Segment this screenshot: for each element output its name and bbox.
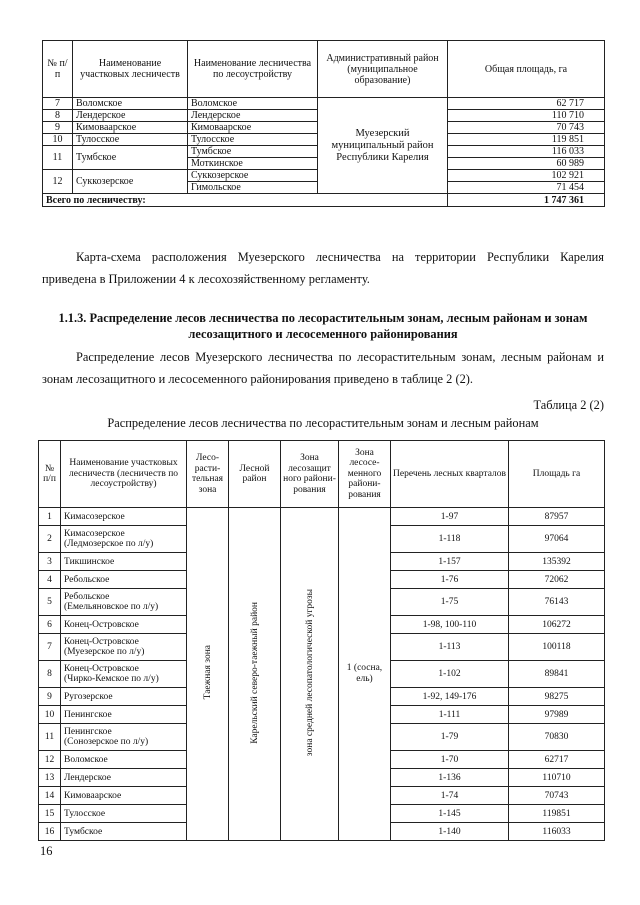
- quarters-cell: 1-74: [391, 787, 509, 805]
- district-name: Тикшинское: [64, 556, 115, 567]
- header-cell: № п/п: [43, 41, 73, 98]
- row-number-cell: 8: [43, 110, 73, 122]
- area-cell: 98275: [509, 688, 605, 706]
- quarters-cell: 1-92, 149-176: [391, 688, 509, 706]
- section-heading: 1.1.3. Распределение лесов лесничества по лесорастительным зонам, лесным районам и зонам лесозащитного и лесосеменного районирования: [58, 311, 588, 341]
- table-caption: Распределение лесов лесничества по лесорастительным зонам и лесным районам: [107, 416, 539, 430]
- quarters-cell: 1-157: [391, 553, 509, 571]
- area-cell: 110 710: [448, 110, 605, 122]
- row-number-cell: 3: [39, 553, 61, 571]
- district-name-cell: Тумбское: [73, 146, 188, 170]
- district-name: Ребольское: [64, 592, 110, 602]
- forest-region-text: Карельский северо-таежный район: [249, 601, 260, 744]
- district-name: Конец-Островское: [64, 664, 139, 674]
- table-body: [43, 98, 605, 207]
- forestry-name-cell: Гимольское: [188, 182, 318, 194]
- district-name: Пенингское: [64, 709, 112, 720]
- area-cell: 60 989: [448, 158, 605, 170]
- area-cell: 72062: [509, 571, 605, 589]
- row-number-cell: 10: [43, 134, 73, 146]
- district-name-cell: [61, 805, 187, 823]
- district-name-cell: [61, 769, 187, 787]
- area-cell: 87957: [509, 508, 605, 526]
- district-name-cell: [61, 634, 187, 661]
- quarters-cell: 1-76: [391, 571, 509, 589]
- district-name-cell: Воломское: [73, 98, 188, 110]
- header-cell: Общая площадь, га: [448, 41, 605, 98]
- row-number-cell: 16: [39, 823, 61, 841]
- map-reference-paragraph: Карта-схема расположения Муезерского лесничества на территории Республики Карелия приведена в Приложении 4 к лесохозяйственному регламенту.: [42, 250, 604, 286]
- row-number-cell: 4: [39, 571, 61, 589]
- quarters-cell: 1-140: [391, 823, 509, 841]
- area-cell: 110710: [509, 769, 605, 787]
- district-name-cell: [61, 661, 187, 688]
- forestry-name-cell: Тулосское: [188, 134, 318, 146]
- area-cell: 106272: [509, 616, 605, 634]
- table-body: [39, 508, 605, 841]
- district-subname: (Емельяновское по л/у): [64, 602, 159, 612]
- quarters-cell: 1-70: [391, 751, 509, 769]
- row-number-cell: 6: [39, 616, 61, 634]
- district-name-cell: [61, 787, 187, 805]
- district-name-cell: [61, 553, 187, 571]
- forestry-area-table: [42, 40, 605, 207]
- forestry-name-cell: Моткинское: [188, 158, 318, 170]
- district-name: Кимоваарское: [64, 790, 122, 801]
- row-number-cell: 12: [43, 170, 73, 194]
- district-name: Лендерское: [64, 772, 111, 783]
- district-name-cell: [61, 526, 187, 553]
- area-cell: 62 717: [448, 98, 605, 110]
- table-label: Таблица 2 (2): [533, 398, 604, 412]
- forestry-name-cell: Тумбское: [188, 146, 318, 158]
- forest-region-cell: [229, 508, 281, 841]
- row-number-cell: 7: [39, 634, 61, 661]
- district-subname: (Муезерское по л/у): [64, 647, 145, 657]
- area-cell: 97064: [509, 526, 605, 553]
- district-name: Пенингское: [64, 727, 112, 737]
- district-name: Воломское: [64, 754, 108, 765]
- distribution-paragraph: Распределение лесов Муезерского лесничества по лесорастительным зонам, лесным районам и зонам лесозащитного и лесосеменного районирования приведено в таблице 2 (2).: [42, 350, 604, 386]
- quarters-cell: 1-113: [391, 634, 509, 661]
- quarters-cell: 1-98, 100-110: [391, 616, 509, 634]
- quarters-cell: 1-75: [391, 589, 509, 616]
- district-name: Кимасозерское: [64, 511, 125, 522]
- protection-zone-cell: [281, 508, 339, 841]
- district-name-cell: [61, 724, 187, 751]
- district-name-cell: Суккозерское: [73, 170, 188, 194]
- area-cell: 76143: [509, 589, 605, 616]
- quarters-cell: 1-118: [391, 526, 509, 553]
- area-cell: 116 033: [448, 146, 605, 158]
- quarters-cell: 1-145: [391, 805, 509, 823]
- row-number-cell: 5: [39, 589, 61, 616]
- row-number-cell: 10: [39, 706, 61, 724]
- district-name: Тумбское: [64, 826, 103, 837]
- area-cell: 70830: [509, 724, 605, 751]
- quarters-cell: 1-102: [391, 661, 509, 688]
- header-cell: Наименование лесничества по лесоустройству: [188, 41, 318, 98]
- row-number-cell: 11: [43, 146, 73, 170]
- header-cell: Зона лесосе-менного райони-рования: [339, 441, 391, 508]
- header-cell: Наименование участковых лесничеств: [73, 41, 188, 98]
- row-number-cell: 7: [43, 98, 73, 110]
- header-cell: Лесной район: [229, 441, 281, 508]
- district-name: Кимасозерское: [64, 529, 125, 539]
- quarters-cell: 1-79: [391, 724, 509, 751]
- table-row: [39, 508, 605, 526]
- district-name-cell: Кимоваарское: [73, 122, 188, 134]
- row-number-cell: 12: [39, 751, 61, 769]
- area-cell: 62717: [509, 751, 605, 769]
- district-name-cell: [61, 589, 187, 616]
- header-cell: Административный район (муниципальное образование): [318, 41, 448, 98]
- district-name-cell: [61, 571, 187, 589]
- forestry-name-cell: Воломское: [188, 98, 318, 110]
- district-name-cell: [61, 706, 187, 724]
- district-name-cell: [61, 823, 187, 841]
- header-cell: № п/п: [39, 441, 61, 508]
- header-cell: Перечень лесных кварталов: [391, 441, 509, 508]
- district-name-cell: [61, 508, 187, 526]
- row-number-cell: 14: [39, 787, 61, 805]
- quarters-cell: 1-97: [391, 508, 509, 526]
- row-number-cell: 11: [39, 724, 61, 751]
- total-label-cell: Всего по лесничеству:: [43, 194, 448, 207]
- area-cell: 71 454: [448, 182, 605, 194]
- district-subname: (Сонозерское по л/у): [64, 737, 149, 747]
- forestry-name-cell: Кимоваарское: [188, 122, 318, 134]
- seed-zone-cell: 1 (сосна, ель): [339, 508, 391, 841]
- table-header-row: [39, 441, 605, 508]
- table-header-row: [43, 41, 605, 98]
- row-number-cell: 13: [39, 769, 61, 787]
- area-cell: 116033: [509, 823, 605, 841]
- district-name: Ребольское: [64, 574, 110, 585]
- district-name-cell: Лендерское: [73, 110, 188, 122]
- header-cell: Зона лесозащит ного райони-рования: [281, 441, 339, 508]
- forest-zones-table: [38, 440, 605, 841]
- area-cell: 70 743: [448, 122, 605, 134]
- area-cell: 89841: [509, 661, 605, 688]
- quarters-cell: 1-111: [391, 706, 509, 724]
- district-name-cell: [61, 688, 187, 706]
- district-name-cell: Тулосское: [73, 134, 188, 146]
- district-name: Ругозерское: [64, 691, 113, 702]
- row-number-cell: 9: [43, 122, 73, 134]
- forestry-name-cell: Суккозерское: [188, 170, 318, 182]
- district-name-cell: [61, 751, 187, 769]
- row-number-cell: 2: [39, 526, 61, 553]
- forestry-name-cell: Лендерское: [188, 110, 318, 122]
- district-name: Тулосское: [64, 808, 106, 819]
- area-cell: 70743: [509, 787, 605, 805]
- protection-zone-text: зона средней лесопатологической угрозы: [304, 588, 315, 757]
- row-number-cell: 15: [39, 805, 61, 823]
- row-number-cell: 9: [39, 688, 61, 706]
- header-cell: Площадь га: [509, 441, 605, 508]
- district-subname: (Ледмозерское по л/у): [64, 539, 154, 549]
- total-row: [43, 194, 605, 207]
- header-cell: Наименование участковых лесничеств (лесничеств по лесоустройству): [61, 441, 187, 508]
- district-name: Конец-Островское: [64, 637, 139, 647]
- area-cell: 135392: [509, 553, 605, 571]
- table-row: [43, 98, 605, 110]
- forest-growth-zone-cell: [187, 508, 229, 841]
- forest-growth-zone-text: Таежная зона: [202, 645, 213, 700]
- district-name-cell: [61, 616, 187, 634]
- area-cell: 100118: [509, 634, 605, 661]
- page-number: 16: [40, 844, 53, 858]
- header-cell: Лесо-расти-тельная зона: [187, 441, 229, 508]
- area-cell: 119 851: [448, 134, 605, 146]
- row-number-cell: 8: [39, 661, 61, 688]
- district-name: Конец-Островское: [64, 619, 139, 630]
- quarters-cell: 1-136: [391, 769, 509, 787]
- district-subname: (Чирко-Кемское по л/у): [64, 674, 159, 684]
- row-number-cell: 1: [39, 508, 61, 526]
- admin-region-cell: Муезерский муниципальный район Республики Карелия: [318, 98, 448, 194]
- area-cell: 97989: [509, 706, 605, 724]
- area-cell: 119851: [509, 805, 605, 823]
- area-cell: 102 921: [448, 170, 605, 182]
- total-value-cell: 1 747 361: [448, 194, 605, 207]
